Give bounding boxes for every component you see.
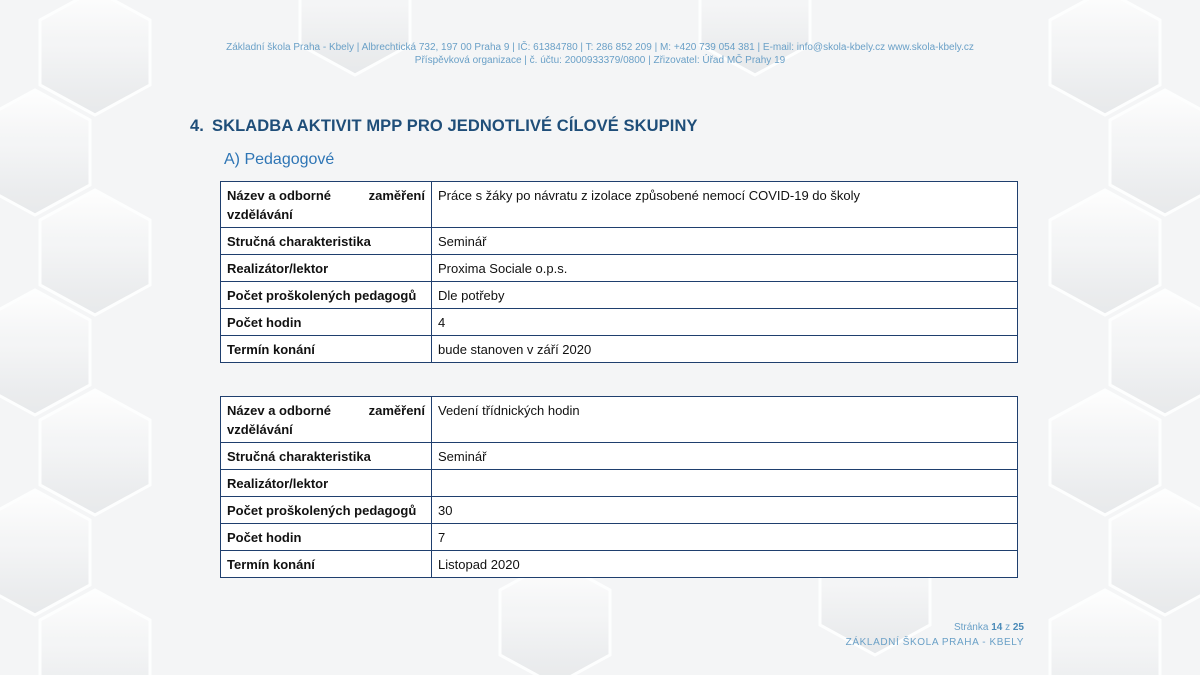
label-text: Název a odborné xyxy=(227,188,332,203)
value-hours: 4 xyxy=(432,309,1018,336)
letterhead-line-2: Příspěvková organizace | č. účtu: 2000933379/0800 | Zřizovatel: Úřad MČ Prahy 19 xyxy=(414,55,786,66)
value-characteristics: Seminář xyxy=(432,228,1018,255)
value-name-focus: Vedení třídnických hodin xyxy=(432,397,1018,443)
table-row xyxy=(221,336,1018,363)
table-row xyxy=(221,282,1018,309)
table-row xyxy=(221,524,1018,551)
table-row xyxy=(221,551,1018,578)
page-total: 25 xyxy=(1012,622,1024,633)
label-trained: Počet proškolených pedagogů xyxy=(221,497,432,524)
activity-table-1 xyxy=(220,181,1018,363)
value-name-focus: Práce s žáky po návratu z izolace způsobené nemocí COVID-19 do školy xyxy=(432,182,1018,228)
value-date: bude stanoven v září 2020 xyxy=(432,336,1018,363)
label-text: vzdělávání xyxy=(227,422,293,437)
page-of: z xyxy=(1005,622,1011,633)
footer-school-name: ZÁKLADNÍ ŠKOLA PRAHA - KBELY xyxy=(845,637,1024,648)
section-title: SKLADBA AKTIVIT MPP PRO JEDNOTLIVÉ CÍLOVÉ SKUPINY xyxy=(211,117,698,135)
label-hours: Počet hodin xyxy=(221,524,432,551)
activity-table-2 xyxy=(220,396,1018,578)
label-trained: Počet proškolených pedagogů xyxy=(221,282,432,309)
label-hours: Počet hodin xyxy=(221,309,432,336)
letterhead-line-1: Základní škola Praha - Kbely | Albrechtická 732, 197 00 Praha 9 | IČ: 61384780 | T: 286 852 209 | M: +420 739 054 381 | E-mail: info@skola-kbely.cz www.skola-kbely.cz xyxy=(226,42,974,53)
page-word: Stránka xyxy=(953,622,989,633)
section-subheading: A) Pedagogové xyxy=(224,151,335,168)
value-characteristics: Seminář xyxy=(432,443,1018,470)
table-row xyxy=(221,497,1018,524)
label-text: zaměření xyxy=(368,188,425,203)
label-text: Název a odborné xyxy=(227,403,332,418)
page-footer xyxy=(846,620,1024,650)
value-hours: 7 xyxy=(432,524,1018,551)
page-current: 14 xyxy=(991,622,1003,633)
value-lecturer xyxy=(432,470,1018,497)
table-row xyxy=(221,255,1018,282)
value-date: Listopad 2020 xyxy=(432,551,1018,578)
section-number: 4. xyxy=(190,117,204,135)
label-text: zaměření xyxy=(368,403,425,418)
label-text: vzdělávání xyxy=(227,207,293,222)
table-row xyxy=(221,443,1018,470)
page-number xyxy=(846,620,1024,635)
table-row xyxy=(221,397,1018,443)
section-heading xyxy=(190,117,698,136)
value-lecturer: Proxima Sociale o.p.s. xyxy=(432,255,1018,282)
label-characteristics: Stručná charakteristika xyxy=(221,228,432,255)
table-row xyxy=(221,470,1018,497)
label-name-focus xyxy=(221,397,432,443)
school-letterhead xyxy=(0,41,1200,67)
label-date: Termín konání xyxy=(221,551,432,578)
value-trained: Dle potřeby xyxy=(432,282,1018,309)
table-row xyxy=(221,309,1018,336)
label-characteristics: Stručná charakteristika xyxy=(221,443,432,470)
label-lecturer: Realizátor/lektor xyxy=(221,470,432,497)
value-trained: 30 xyxy=(432,497,1018,524)
label-lecturer: Realizátor/lektor xyxy=(221,255,432,282)
label-date: Termín konání xyxy=(221,336,432,363)
table-row xyxy=(221,228,1018,255)
label-name-focus xyxy=(221,182,432,228)
table-row xyxy=(221,182,1018,228)
